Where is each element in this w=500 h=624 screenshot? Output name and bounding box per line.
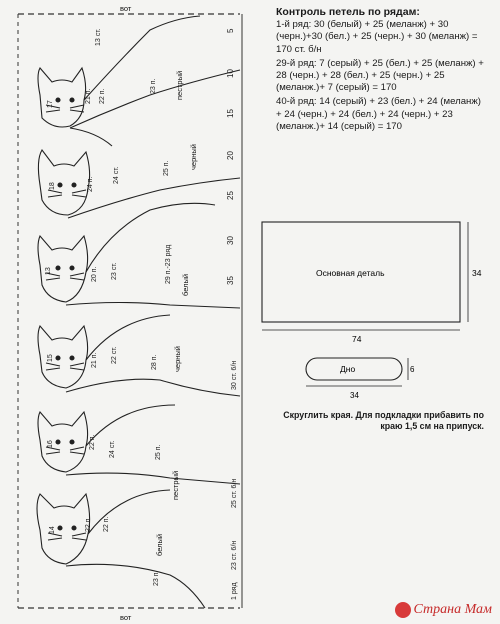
cat-4-b: 22 ст. <box>111 346 118 364</box>
cat-1-a: 21 п. <box>85 88 92 104</box>
cat-4-ear: 15 <box>47 354 54 362</box>
cat-6-c: 23 п. <box>153 570 160 586</box>
scale-mark: 25 <box>226 191 235 200</box>
control-row-40: 40-й ряд: 14 (серый) + 23 (бел.) + 24 (меланж) + 24 (черн.) + 24 (бел.) + 24 (черн.) + 23 (меланж.)+ 14 (серый) = 170 <box>276 96 481 132</box>
cat-1-ear: 17 <box>47 100 54 108</box>
cat-2-yarn: черный <box>189 144 198 170</box>
top-label: вот <box>120 4 132 13</box>
bottom-height-label: 6 <box>410 365 415 374</box>
control-title: Контроль петель по рядам: <box>276 6 420 18</box>
cat-2-b: 24 ст. <box>113 166 120 184</box>
cat-3-ear: 13 <box>45 267 52 275</box>
cat-5-b: 24 ст. <box>109 440 116 458</box>
main-piece-schema <box>260 214 485 404</box>
cat-4-yarn: черный <box>173 346 182 372</box>
main-height-label: 34 <box>472 268 482 278</box>
cat-6-a: 22 п. <box>85 516 92 532</box>
bottom-width-label: 34 <box>350 391 359 400</box>
cat-1-b: 22 п. <box>99 88 106 104</box>
control-row-1: 1-й ряд: 30 (белый) + 25 (меланж) + 30 (черн.)+30 (бел.) + 25 (черн.) + 30 (меланж) = 170 ст. б/н <box>276 19 478 55</box>
cat-3-a: 20 п. <box>91 266 98 282</box>
cat-4-a: 21 п. <box>91 352 98 368</box>
cat-6-ear: 14 <box>49 526 56 534</box>
cat-5-c: 25 п. <box>155 444 162 460</box>
cat-1-c: 23 п. <box>150 78 157 94</box>
main-width-label: 74 <box>352 334 362 344</box>
cat-6-b: 22 п. <box>103 516 110 532</box>
cat-5 <box>38 405 240 484</box>
stitch-control-section <box>276 6 486 135</box>
rounding-note: Скруглить края. Для подкладки прибавить по краю 1,5 см на припуск. <box>283 410 484 431</box>
scale-mark: 30 <box>226 236 235 245</box>
bottom-piece-label: Дно <box>340 364 356 374</box>
yarn-ball-icon <box>395 602 411 618</box>
cat-1-top: 13 ст. <box>95 28 102 46</box>
cat-5-yarn: пестрый <box>171 470 180 500</box>
cat-2-a: 24 п. <box>87 176 94 192</box>
cat-1 <box>38 16 240 128</box>
cat-2-c: 25 п. <box>163 160 170 176</box>
cat-6 <box>37 490 205 608</box>
scale-marks <box>226 28 235 285</box>
cat-4 <box>38 315 240 396</box>
side-label: 1 ряд <box>231 582 238 600</box>
cat-5-a: 22 п. <box>89 434 96 450</box>
scale-mark: 35 <box>226 276 235 285</box>
scale-mark: 20 <box>226 151 235 160</box>
scale-mark: 15 <box>226 109 235 118</box>
cat-3-b: 23 ст. <box>111 262 118 280</box>
scale-mark: 10 <box>226 69 235 78</box>
side-label: 30 ст. 6/н <box>231 360 238 390</box>
control-row-29: 29-й ряд: 7 (серый) + 25 (бел.) + 25 (меланж) + 28 (черн.) + 28 (бел.) + 25 (черн.) + 25 (меланж.)+ 7 (серый) = 170 <box>276 57 484 94</box>
cat-3-yarn: белый <box>181 273 190 296</box>
cat-5-ear: 16 <box>47 440 54 448</box>
bottom-label: вот <box>120 613 132 622</box>
cat-6-yarn: белый <box>155 533 164 556</box>
side-label: 23 ст. 6/н <box>231 540 238 570</box>
main-piece-label: Основная деталь <box>316 268 385 278</box>
site-watermark <box>395 602 493 618</box>
cat-4-c: 28 п. <box>151 354 158 370</box>
side-label: 25 ст. 6/н <box>231 478 238 508</box>
cat-2-ear: 18 <box>49 182 56 190</box>
scale-mark: 5 <box>226 28 235 33</box>
cat-3 <box>38 203 240 308</box>
cat-1-yarn: пестрый <box>175 70 184 100</box>
cat-3-c: 29 п.-23 ряд <box>165 244 172 284</box>
watermark-text: Страна Мам <box>413 602 492 617</box>
